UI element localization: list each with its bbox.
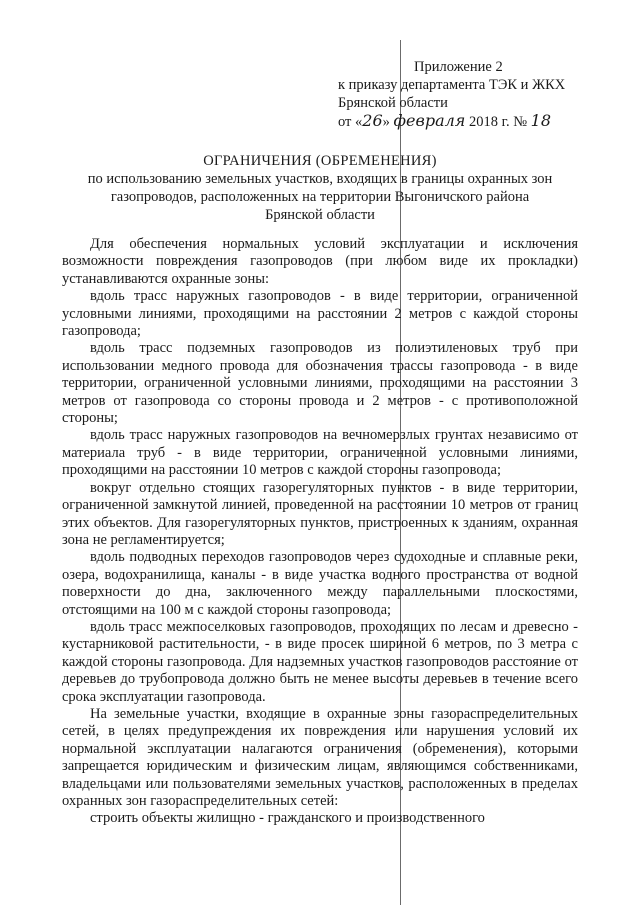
handwritten-number: 18	[530, 111, 552, 130]
order-reference: к приказу департамента ТЭК и ЖКХ	[338, 77, 566, 93]
paragraph: вдоль подводных переходов газопроводов через судоходные и сплавные реки, озера, водохранилища, каналы - в виде участка водного пространства от водной поверхности до дна, заключенного между параллельными плоскостями, отстоящими на 100 м с каждой стороны газопровода;	[62, 549, 578, 618]
document-body	[62, 236, 578, 828]
region-name: Брянской области	[338, 95, 448, 111]
paragraph: вдоль трасс подземных газопроводов из полиэтиленовых труб при использовании медного провода для обозначения трассы газопровода - в виде территории, ограниченной условными линиями, проходящими на расстоянии 3 метров от газопровода со стороны провода и 2 метров - с противоположной стороны;	[62, 340, 578, 427]
appendix-number: Приложение 2	[414, 59, 503, 75]
document-title	[60, 152, 580, 224]
paragraph: Для обеспечения нормальных условий эксплуатации и исключения возможности повреждения газопроводов (при любом виде их прокладки) устанавливаются охранные зоны:	[62, 236, 578, 287]
paragraph: вдоль трасс наружных газопроводов - в виде территории, ограниченной условными линиями, проходящими на расстоянии 2 метров с каждой стороны газопровода;	[62, 288, 578, 340]
paragraph: вокруг отдельно стоящих газорегуляторных пунктов - в виде территории, ограниченной замкнутой линией, проведенной на расстоянии 10 метров от границ этих объектов. Для газорегуляторных пунктов, пристроенных к зданиям, охранная зона не регламентируется;	[62, 479, 578, 548]
date-year: 2018 г. №	[469, 114, 528, 130]
title-sub-3: Брянской области	[265, 207, 375, 223]
title-sub-2: газопроводов, расположенных на территории Выгоничского района	[110, 189, 530, 205]
handwritten-day: 26	[362, 111, 383, 130]
paragraph: На земельные участки, входящие в охранные зоны газораспределительных сетей, в целях предупреждения их повреждения или нарушения условий их нормальной эксплуатации налагаются ограничения (обременения), которыми запрещается юридическим и физическим лицам, являющимся собственниками, владельцами или пользователями земельных участков, расположенных в пределах охранных зон газораспределительных сетей:	[62, 705, 578, 809]
title-sub-1: по использованию земельных участков, входящих в границы охранных зон	[87, 171, 553, 187]
paragraph: вдоль трасс наружных газопроводов на вечномерзлых грунтах независимо от материала труб - в виде территории, ограниченной условными линиями, проходящими на расстоянии 10 метров с каждой стороны газопровода;	[62, 427, 578, 479]
title-main: ОГРАНИЧЕНИЯ (ОБРЕМЕНЕНИЯ)	[203, 153, 437, 169]
order-date	[338, 112, 598, 131]
handwritten-month: февраля	[393, 111, 466, 130]
date-prefix: от «	[338, 114, 363, 130]
paragraph: вдоль трасс межпоселковых газопроводов, проходящих по лесам и древесно - кустарниковой растительности, - в виде просек шириной 6 метров, по 3 метра с каждой стороны газопровода. Для надземных участков газопроводов расстояние от деревьев до трубопровода должно быть не менее высоты деревьев в течение всего срока эксплуатации газопровода.	[62, 618, 578, 705]
paragraph: строить объекты жилищно - гражданского и производственного	[90, 810, 485, 827]
appendix-header	[338, 58, 598, 131]
date-quote: »	[382, 114, 390, 130]
